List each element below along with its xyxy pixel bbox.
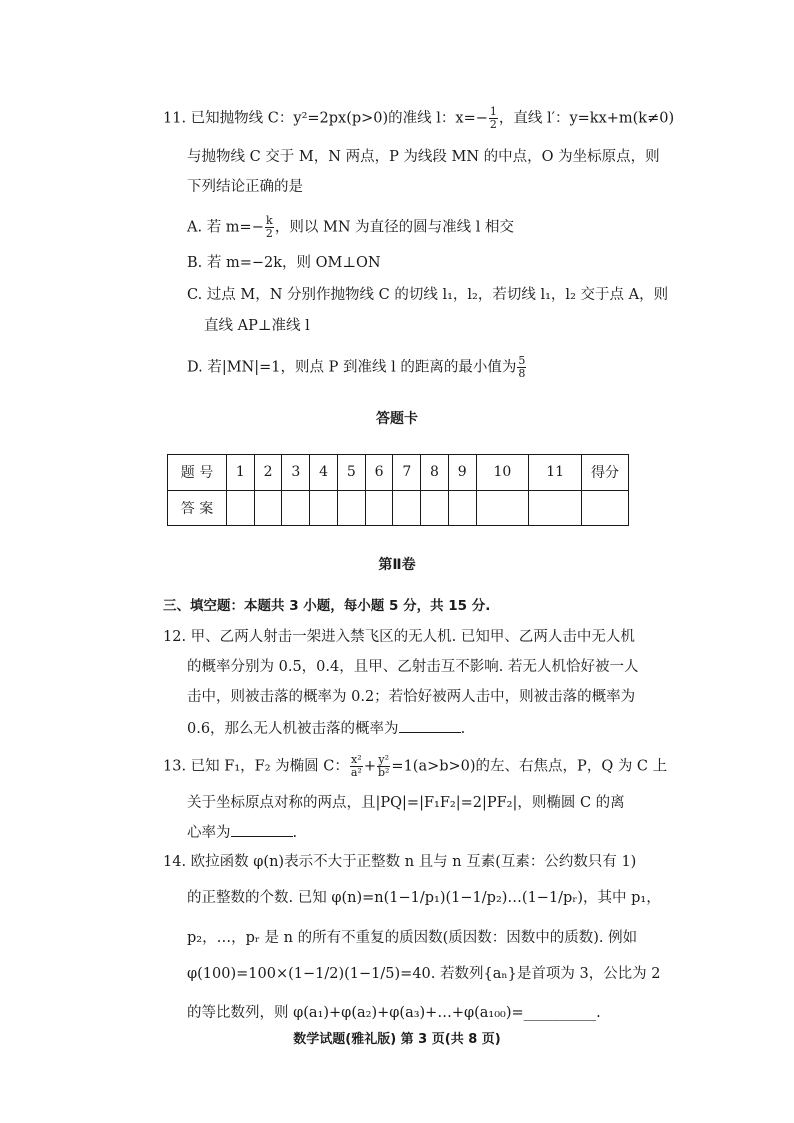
table-row [168, 490, 629, 526]
q14-line-2: 的正整数的个数. 已知 φ(n)=n(1−1/p₁)(1−1/p₂)…(1−1/pᵣ)，其中 p₁， [187, 890, 661, 906]
q14-line-3: p₂，…，pᵣ 是 n 的所有不重复的质因数(质因数：因数中的质数). 例如 [187, 930, 638, 946]
q11-option-a: A. 若 m=− $\frac{k}{2}$ ，则以 MN 为直径的圆与准线 l 相交 [187, 214, 514, 240]
q12-line-3: 击中，则被击落的概率为 0.2；若恰好被两人击中，则被击落的概率为 [187, 689, 636, 705]
answer-card-title: 答题卡 [376, 411, 418, 427]
q11-option-d: D. 若|MN|=1，则点 P 到准线 l 的距离的最小值为 $\frac{5}{8}$ [187, 354, 526, 380]
q11-option-c-line-2: 直线 AP⊥准线 l [204, 318, 310, 334]
answer-cell[interactable] [337, 490, 365, 526]
fraction: $\frac{\text{y²}}{\text{b²}}$ [377, 753, 390, 779]
q13-line-3: 心率为 . [187, 822, 297, 843]
question-number-cell: 4 [310, 455, 338, 491]
answer-cell[interactable] [254, 490, 282, 526]
fraction: $\frac{1}{2}$ [489, 105, 497, 131]
q12-line-1: 12. 甲、乙两人射击一架进入禁飞区的无人机. 已知甲、乙两人击中无人机 [163, 629, 635, 645]
answer-cell[interactable] [310, 490, 338, 526]
page-footer: 数学试题(雅礼版) 第 3 页(共 8 页) [293, 1032, 501, 1047]
row-label-question-number: 题 号 [168, 455, 227, 491]
question-number-cell: 3 [282, 455, 310, 491]
q14-line-5: 的等比数列，则 φ(a₁)+φ(a₂)+φ(a₃)+…+φ(a₁₀₀)=__________. [187, 1005, 601, 1021]
q11-line-3: 下列结论正确的是 [187, 179, 303, 195]
q14-line-4: φ(100)=100×(1−1/2)(1−1/5)=40. 若数列{aₙ}是首项为 3，公比为 2 [187, 966, 661, 982]
answer-cell[interactable] [282, 490, 310, 526]
question-number-cell: 1 [227, 455, 255, 491]
q14-line-1: 14. 欧拉函数 φ(n)表示不大于正整数 n 且与 n 互素(互素：公约数只有 1) [163, 854, 637, 870]
section-title: 第Ⅱ卷 [378, 557, 416, 573]
answer-card-table [167, 454, 629, 526]
q13-line-1: 13. 已知 F₁，F₂ 为椭圆 C： $\frac{\text{x²}}{\text{a²}}$ + $\frac{\text{y²}}{\text{b²}}$ =1(a>b>0)的左、右焦点，P，Q 为 C 上 [163, 753, 668, 779]
question-number-cell: 8 [421, 455, 449, 491]
fraction: $\frac{\text{x²}}{\text{a²}}$ [350, 753, 362, 779]
score-label: 得分 [582, 455, 629, 491]
answer-blank[interactable] [231, 822, 293, 837]
answer-cell[interactable] [529, 490, 582, 526]
question-number-cell: 7 [393, 455, 421, 491]
score-cell[interactable] [582, 490, 629, 526]
q12-line-4: 0.6，那么无人机被击落的概率为 . [187, 718, 465, 739]
q11-option-c-line-1: C. 过点 M，N 分别作抛物线 C 的切线 l₁，l₂，若切线 l₁，l₂ 交于点 A，则 [187, 287, 669, 303]
q13-line-2: 关于坐标原点对称的两点，且|PQ|=|F₁F₂|=2|PF₂|，则椭圆 C 的离 [187, 795, 625, 811]
answer-cell[interactable] [448, 490, 476, 526]
fraction: $\frac{5}{8}$ [518, 354, 526, 380]
row-label-answer: 答 案 [168, 490, 227, 526]
answer-cell[interactable] [476, 490, 529, 526]
q11-option-b: B. 若 m=−2k，则 OM⊥ON [187, 255, 381, 271]
answer-cell[interactable] [227, 490, 255, 526]
q11-line-2: 与抛物线 C 交于 M，N 两点，P 为线段 MN 的中点，O 为坐标原点，则 [187, 149, 660, 165]
question-number-cell: 2 [254, 455, 282, 491]
question-number-cell: 11 [529, 455, 582, 491]
fraction: $\frac{k}{2}$ [265, 214, 273, 240]
question-number-cell: 5 [337, 455, 365, 491]
table-row [168, 455, 629, 491]
question-number-cell: 9 [448, 455, 476, 491]
question-number-cell: 6 [365, 455, 393, 491]
q12-line-2: 的概率分别为 0.5，0.4，且甲、乙射击互不影响. 若无人机恰好被一人 [187, 659, 639, 675]
part-3-heading: 三、填空题：本题共 3 小题，每小题 5 分，共 15 分. [163, 598, 491, 614]
answer-cell[interactable] [365, 490, 393, 526]
answer-blank[interactable] [399, 718, 461, 733]
q11-line-1: 11. 已知抛物线 C：y²=2px(p>0)的准线 l：x=− $\frac{1}{2}$ ，直线 l′：y=kx+m(k≠0) [163, 105, 675, 131]
answer-cell[interactable] [393, 490, 421, 526]
question-number-cell: 10 [476, 455, 529, 491]
answer-cell[interactable] [421, 490, 449, 526]
